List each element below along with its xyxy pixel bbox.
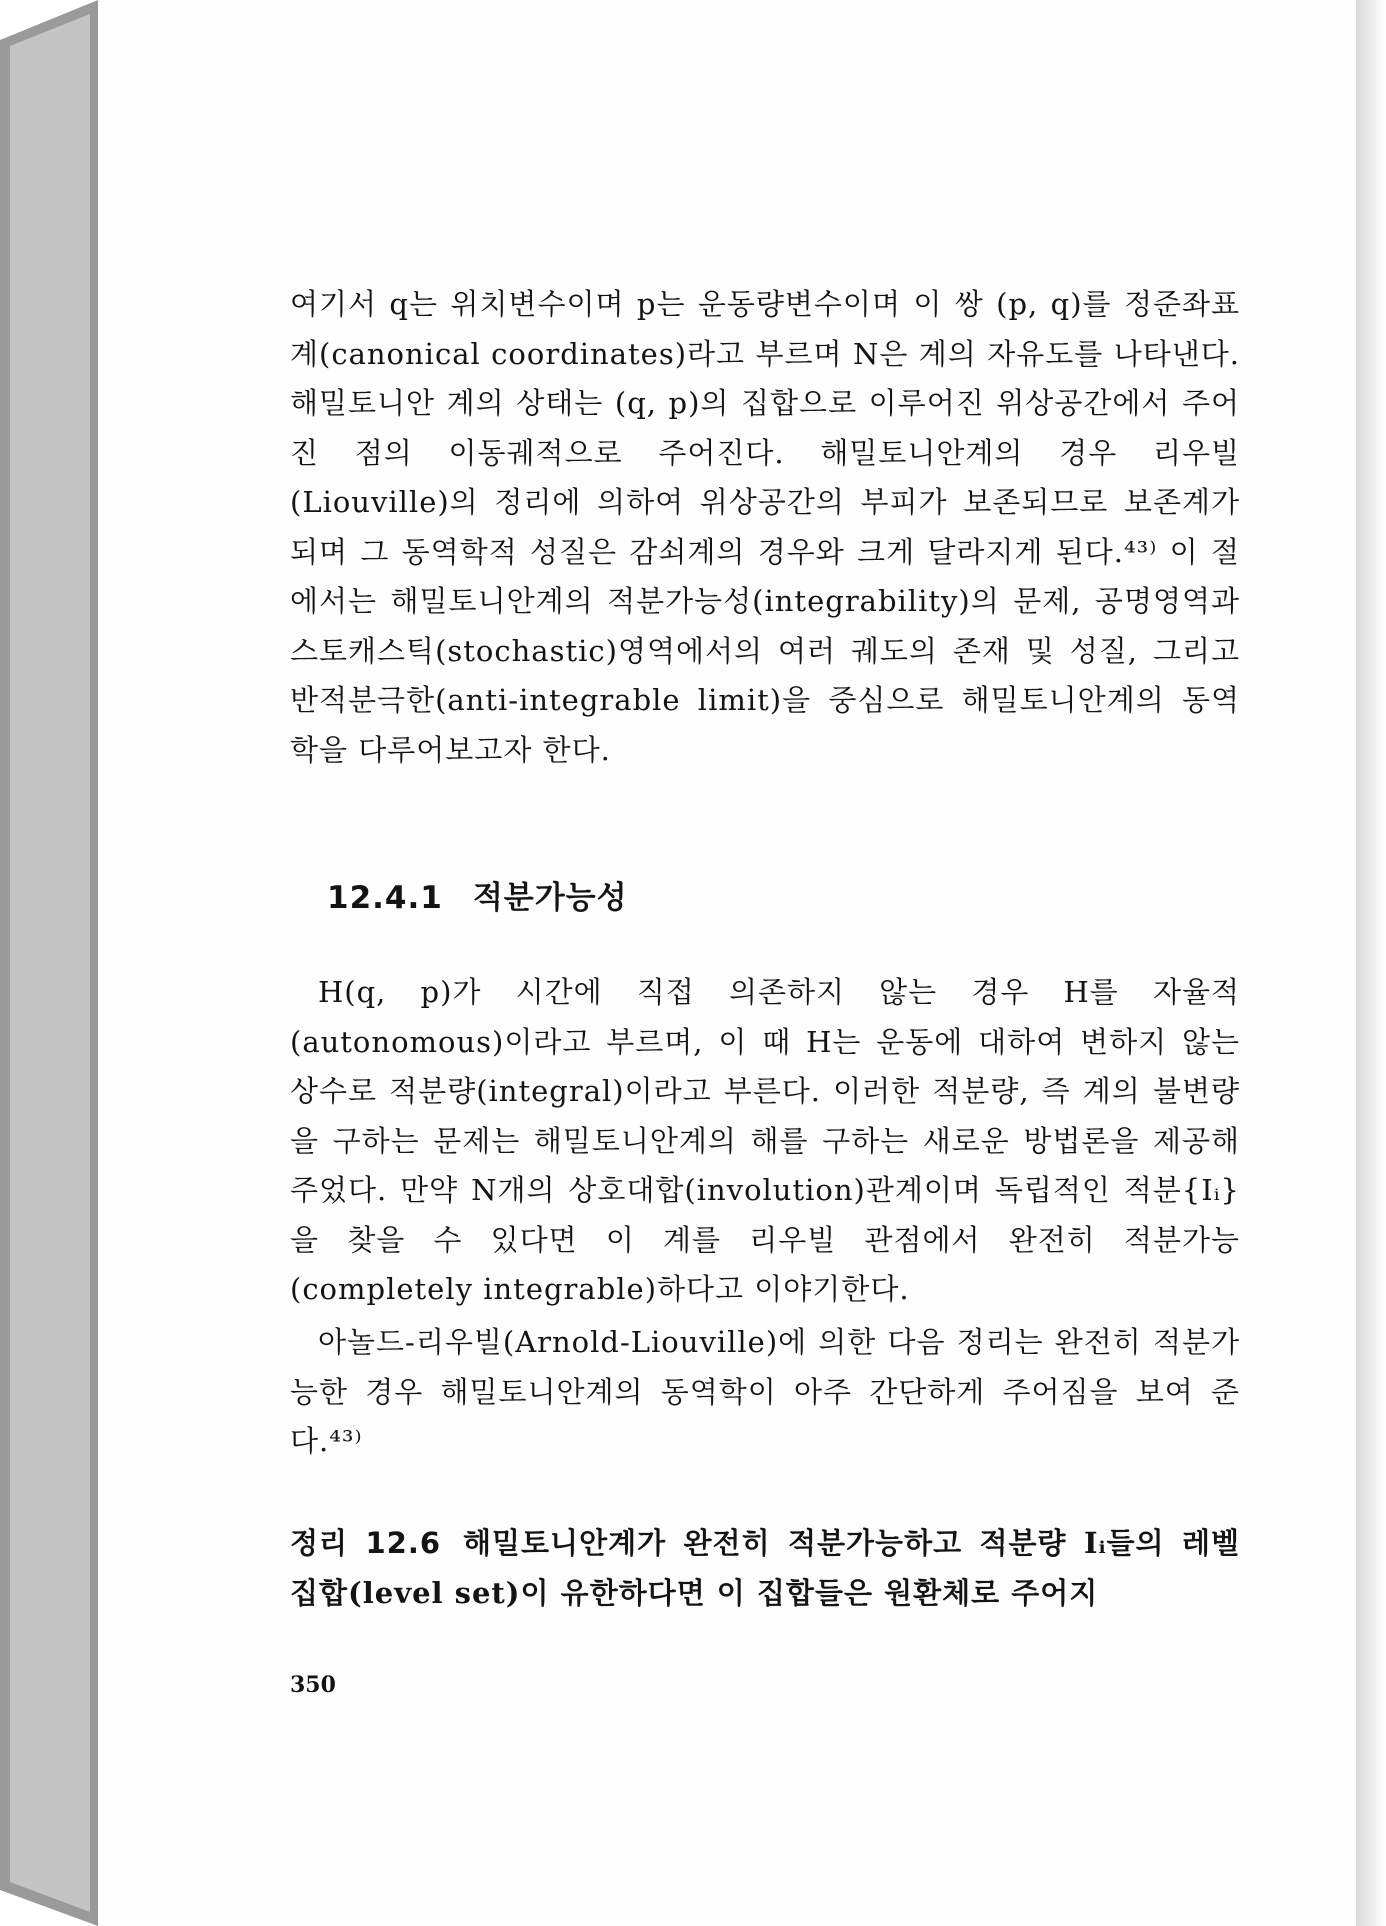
book-spine: [0, 0, 98, 1926]
section-title: 적분가능성: [472, 880, 628, 916]
section-heading: [327, 872, 628, 917]
paragraph-3-text: 아놀드-리우빌(Arnold-Liouville)에 의한 다음 정리는 완전히 적분가능한 경우 해밀토니안계의 동역학이 아주 간단하게 주어짐을 보여 준다.⁴³⁾: [290, 1325, 1240, 1458]
section-number: 12.4.1: [327, 880, 443, 916]
page-edge-shadow: [1356, 0, 1386, 1926]
paragraph-autonomous: [290, 968, 1240, 1315]
paragraph-2-text: H(q, p)가 시간에 직접 의존하지 않는 경우 H를 자율적(autonomous)이라고 부르며, 이 때 H는 운동에 대하여 변하지 않는 상수로 적분량(integral)이라고 부른다. 이러한 적분량, 즉 계의 불변량을 구하는 문제는 해밀토니안계의 해를 구하는 새로운 방법론을 제공해 주었다. 만약 N개의 상호대합(involution)관계이며 독립적인 적분{Iᵢ}을 찾을 수 있다면 이 계를 리우빌 관점에서 완전히 적분가능(completely integrable)하다고 이야기한다.: [290, 975, 1240, 1306]
paragraph-arnold-liouville: [290, 1318, 1240, 1467]
paragraph-intro: [290, 280, 1240, 775]
theorem-label: 정리 12.6: [290, 1526, 442, 1560]
page-number: 350: [290, 1672, 336, 1698]
theorem-text: 해밀토니안계가 완전히 적분가능하고 적분량 Iᵢ들의 레벨 집합(level set)이 유한하다면 이 집합들은 원환체로 주어지: [290, 1526, 1240, 1610]
theorem-block: [290, 1518, 1240, 1618]
paragraph-1-text: 여기서 q는 위치변수이며 p는 운동량변수이며 이 쌍 (p, q)를 정준좌표계(canonical coordinates)라고 부르며 N은 계의 자유도를 나타낸다. 해밀토니안 계의 상태는 (q, p)의 집합으로 이루어진 위상공간에서 주어진 점의 이동궤적으로 주어진다. 해밀토니안계의 경우 리우빌(Liouville)의 정리에 의하여 위상공간의 부피가 보존되므로 보존계가 되며 그 동역학적 성질은 감쇠계의 경우와 크게 달라지게 된다.⁴³⁾ 이 절에서는 해밀토니안계의 적분가능성(integrability)의 문제, 공명영역과 스토캐스틱(stochastic)영역에서의 여러 궤도의 존재 및 성질, 그리고 반적분극한(anti-integrable limit)을 중심으로 해밀토니안계의 동역학을 다루어보고자 한다.: [290, 287, 1240, 767]
